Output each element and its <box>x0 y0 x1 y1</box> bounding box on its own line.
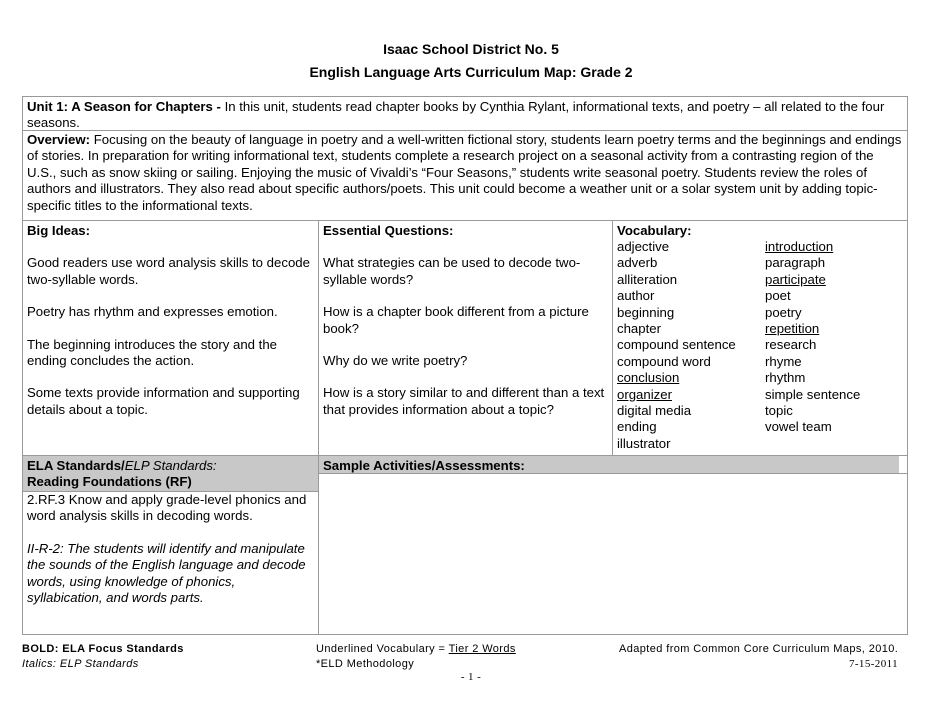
footer-date: 7-15-2011 <box>848 658 898 670</box>
footer-adapted: Adapted from Common Core Curriculum Maps, 2010. <box>619 643 899 655</box>
standards-heading-cell <box>22 456 318 493</box>
unit-row <box>22 97 908 134</box>
vocabulary-word: repetition <box>765 321 820 337</box>
vocabulary-word: participate <box>765 271 826 287</box>
page-number: - 1 - <box>460 671 482 683</box>
tier2-term: Tier 2 Words <box>448 643 516 655</box>
essential-questions-cell <box>318 221 612 420</box>
vocabulary-word: introduction <box>765 239 834 254</box>
footer-underline-legend: Underlined Vocabulary = Tier 2 Words <box>316 643 516 655</box>
essential-question-item: What strategies can be used to decode two-syllable words? <box>323 255 581 287</box>
vocabulary-word: adjective <box>617 239 670 254</box>
footer-bold-legend: BOLD: ELA Focus Standards <box>22 643 184 655</box>
vocabulary-word: adverb <box>617 255 658 271</box>
vocabulary-word: simple sentence <box>765 386 861 402</box>
big-ideas-heading: Big Ideas: <box>27 223 91 238</box>
overview-label: Overview: <box>27 132 91 147</box>
vocabulary-word: ending <box>617 419 657 435</box>
overview-text: Focusing on the beauty of language in poetry and a well-written fictional story, students learn poetry terms and the beginnings and endings of stories. In preparation for writing informational text, students complete a research project on a seasonal activity from a contrasting region of the U.S., such as snow skiing or sailing. Enjoying the music of Vivaldi’s “Four Seasons,” students write seasonal poetry. Students review the roles of authors and illustrators. They also read about specific authors/poets. This unit could become a weather unit or a solar system unit by adding topic-specific titles to the informational texts. <box>27 132 902 213</box>
vocabulary-word: author <box>617 288 655 304</box>
vocabulary-word: digital media <box>617 403 692 419</box>
vocabulary-word: chapter <box>617 321 661 337</box>
vocabulary-word: conclusion <box>617 370 680 386</box>
big-ideas-cell <box>22 221 318 420</box>
vocabulary-column-2 <box>765 239 905 436</box>
big-idea-item: Some texts provide information and supporting details about a topic. <box>27 385 300 417</box>
standards-heading: ELA Standards/ <box>27 458 125 473</box>
vocabulary-word: rhythm <box>765 370 806 386</box>
standards-content-cell <box>22 490 318 608</box>
vocabulary-word: poetry <box>765 304 802 320</box>
elp-standard: II-R-2: The students will identify and manipulate the sounds of the English language and decode words, using knowledge of phonics, syllabication, and words parts. <box>27 540 306 606</box>
vocabulary-word: vowel team <box>765 419 832 435</box>
vocabulary-word: research <box>765 337 817 353</box>
vocabulary-heading: Vocabulary: <box>617 223 692 238</box>
vocabulary-word: paragraph <box>765 255 826 271</box>
essential-question-item: How is a chapter book different from a picture book? <box>323 304 589 336</box>
vocabulary-word: illustrator <box>617 435 671 451</box>
vocabulary-word: organizer <box>617 386 672 402</box>
activities-heading: Sample Activities/Assessments: <box>323 458 525 473</box>
vocabulary-word: alliteration <box>617 271 678 287</box>
vocabulary-word: poet <box>765 288 791 304</box>
big-idea-item: The beginning introduces the story and the ending concludes the action. <box>27 336 277 369</box>
essential-question-item: Why do we write poetry? <box>323 353 468 369</box>
big-idea-item: Poetry has rhythm and expresses emotion. <box>27 304 278 320</box>
vocabulary-column-1 <box>617 239 767 452</box>
overview-row <box>22 130 908 216</box>
divider <box>612 220 613 461</box>
essential-questions-heading: Essential Questions: <box>323 223 454 238</box>
reading-foundations-heading: Reading Foundations (RF) <box>27 474 192 490</box>
curriculum-map-title: English Language Arts Curriculum Map: Grade 2 <box>309 64 633 80</box>
vocabulary-word: rhyme <box>765 353 802 369</box>
unit-description: In this unit, students read chapter books by Cynthia Rylant, informational texts, and poetry – all related to the four seasons. <box>27 99 885 131</box>
elp-standards-heading: ELP Standards: <box>124 458 217 473</box>
essential-question-item: How is a story similar to and different than a text that provides information about a topic? <box>323 385 605 417</box>
vocabulary-word: compound word <box>617 353 711 369</box>
district-title: Isaac School District No. 5 <box>383 41 559 57</box>
vocabulary-word: beginning <box>617 304 675 320</box>
vocabulary-word: topic <box>765 403 793 419</box>
standard-rf3: 2.RF.3 Know and apply grade-level phonics and word analysis skills in decoding words. <box>27 492 307 524</box>
unit-label: Unit 1: A Season for Chapters - <box>27 99 225 114</box>
footer-italic-legend: Italics: ELP Standards <box>22 658 139 670</box>
big-idea-item: Good readers use word analysis skills to decode two-syllable words. <box>27 255 310 287</box>
vocabulary-word: compound sentence <box>617 337 736 353</box>
footer-eld: *ELD Methodology <box>316 658 415 670</box>
activities-heading-cell <box>318 456 908 476</box>
